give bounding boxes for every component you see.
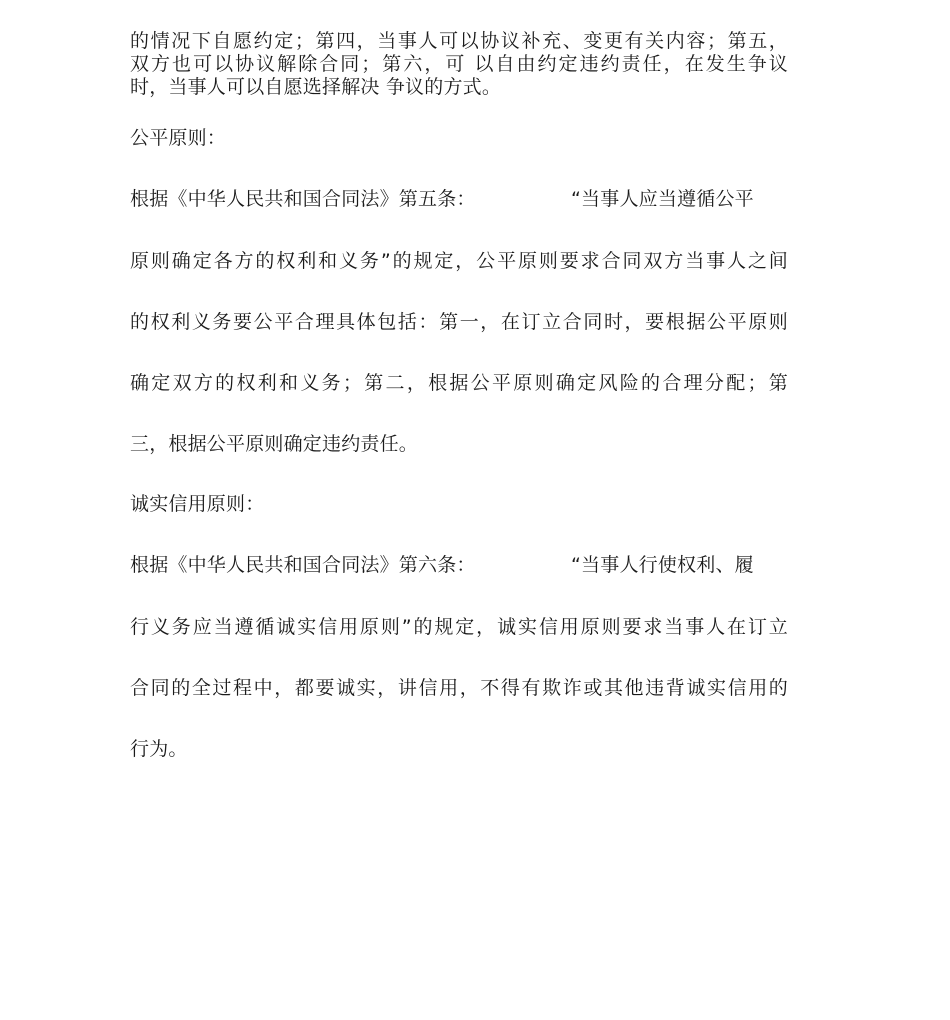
good-faith-citation: 根据《中华人民共和国合同法》第六条： — [130, 554, 476, 576]
good-faith-line-2: 行义务应当遵循诚实信用原则”的规定，诚实信用原则要求当事人在订立 — [130, 616, 788, 638]
intro-line-1: 的情况下自愿约定；第四，当事人可以协议补充、变更有关内容；第五， — [130, 30, 788, 52]
fairness-line-2: 原则确定各方的权利和义务”的规定，公平原则要求合同双方当事人之间 — [130, 250, 788, 272]
good-faith-first-line — [130, 553, 788, 577]
intro-line-3: 时，当事人可以自愿选择解决 争议的方式。 — [130, 76, 502, 98]
fairness-citation: 根据《中华人民共和国合同法》第五条： — [130, 188, 476, 210]
fairness-heading: 公平原则： — [130, 127, 227, 149]
fairness-line-3: 的权利义务要公平合理具体包括：第一，在订立合同时，要根据公平原则 — [130, 311, 788, 333]
fairness-line-4: 确定双方的权利和义务；第二，根据公平原则确定风险的合理分配；第 — [130, 372, 788, 394]
good-faith-heading: 诚实信用原则： — [130, 493, 265, 515]
fairness-quote-start: “当事人应当遵循公平 — [571, 188, 754, 210]
intro-line-2: 双方也可以协议解除合同；第六，可 以自由约定违约责任，在发生争议 — [130, 53, 788, 75]
fairness-first-line — [130, 187, 788, 211]
fairness-line-5: 三，根据公平原则确定违约责任。 — [130, 433, 419, 455]
good-faith-line-4: 行为。 — [130, 738, 188, 760]
good-faith-line-3: 合同的全过程中，都要诚实，讲信用，不得有欺诈或其他违背诚实信用的 — [130, 677, 788, 699]
good-faith-quote-start: “当事人行使权利、履 — [571, 554, 754, 576]
